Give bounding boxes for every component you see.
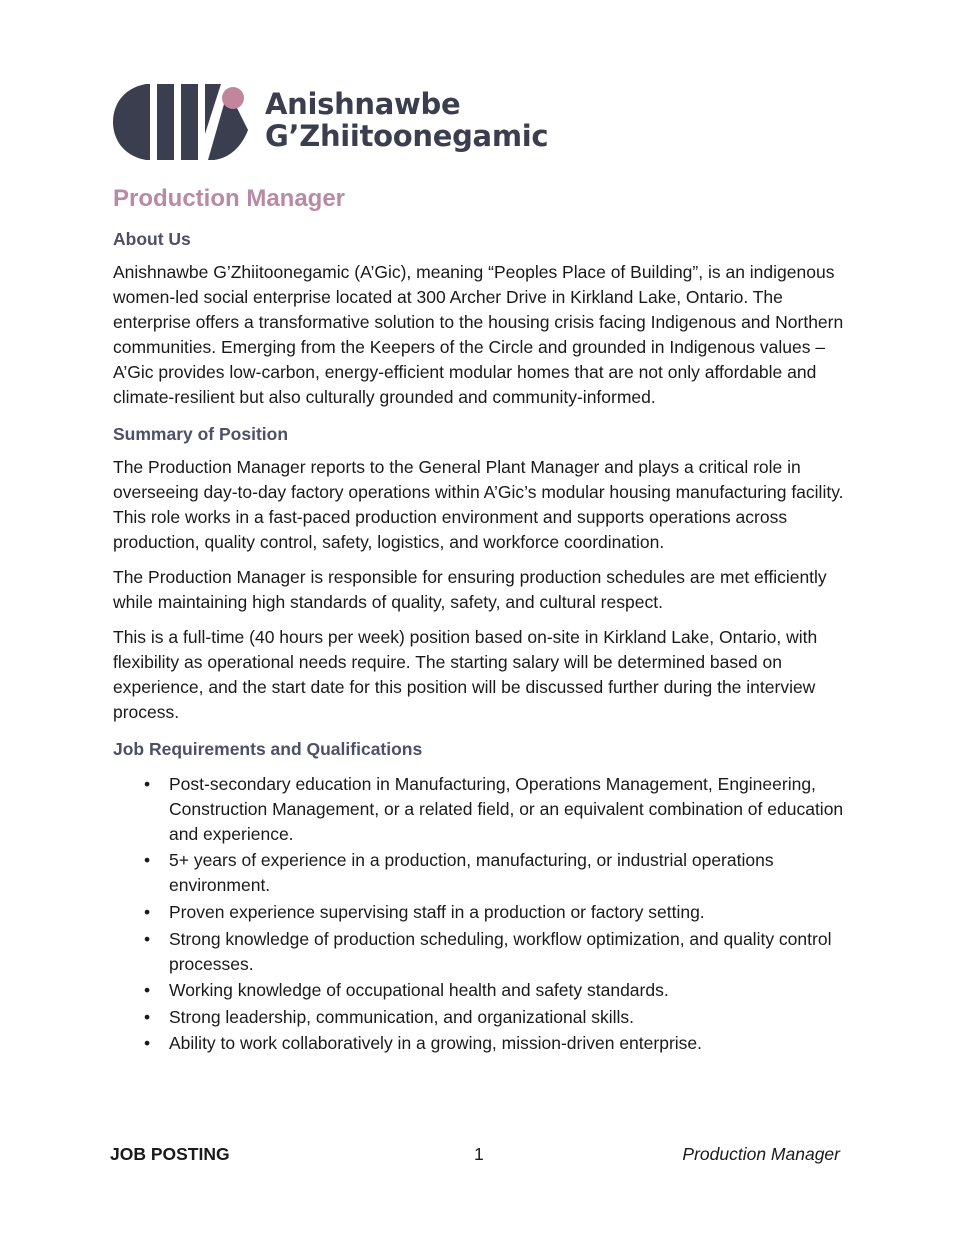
list-item-text: 5+ years of experience in a production, manufacturing, or industrial operations environment.: [169, 850, 774, 896]
about-paragraph: Anishnawbe G’Zhiitoonegamic (A’Gic), meaning “Peoples Place of Building”, is an indigenous women-led social enterprise located at 300 Archer Drive in Kirkland Lake, Ontario. The enterprise offers a transformative solution to the housing crisis facing Indigenous and Northern communities. Emerging from the Keepers of the Circle and grounded in Indigenous values – A’Gic provides low-carbon, energy-efficient modular homes that are not only affordable and climate-resilient but also culturally grounded and community-informed.: [113, 262, 844, 408]
logo-line-2: G’Zhiitoonegamic: [265, 119, 549, 153]
list-item: [144, 1005, 853, 1030]
bullet-icon: •: [144, 928, 151, 949]
requirements-heading: Job Requirements and Qualifications: [113, 738, 423, 759]
list-item: [144, 900, 853, 925]
list-item-text: Strong knowledge of production scheduling, workflow optimization, and quality control processes.: [169, 928, 832, 974]
list-item: [144, 1031, 853, 1056]
summary-paragraph: This is a full-time (40 hours per week) position based on-site in Kirkland Lake, Ontario, with flexibility as operational needs require. The starting salary will be determined based on experience, and the start date for this position will be discussed further during the interview process.: [113, 627, 818, 723]
list-item: [144, 848, 853, 898]
list-item: [144, 927, 853, 977]
list-item-text: Working knowledge of occupational health and safety standards.: [169, 980, 669, 1001]
summary-paragraph: The Production Manager is responsible for ensuring production schedules are met efficiently while maintaining high standards of quality, safety, and cultural respect.: [113, 566, 827, 613]
list-item: [144, 978, 853, 1003]
logo-line-1: Anishnawbe: [265, 87, 461, 121]
organization-logo: [110, 82, 549, 162]
page-title: Production Manager: [113, 185, 346, 212]
bullet-icon: •: [144, 1006, 151, 1027]
list-item-text: Strong leadership, communication, and organizational skills.: [169, 1006, 634, 1027]
footer-label: JOB POSTING: [110, 1144, 230, 1164]
summary-heading: Summary of Position: [113, 423, 289, 444]
bullet-icon: •: [144, 773, 151, 794]
logo-wordmark: [265, 88, 548, 152]
list-item-text: Proven experience supervising staff in a production or factory setting.: [169, 901, 705, 922]
bullet-icon: •: [144, 901, 151, 922]
bullet-icon: •: [144, 850, 151, 871]
page-footer: [110, 1142, 840, 1166]
logo-mark-icon: [110, 82, 260, 162]
bullet-icon: •: [144, 980, 151, 1001]
list-item-text: Ability to work collaboratively in a growing, mission-driven enterprise.: [169, 1033, 702, 1054]
list-item: [144, 772, 853, 847]
requirements-list: [113, 772, 853, 1057]
bullet-icon: •: [144, 1033, 151, 1054]
summary-paragraph: The Production Manager reports to the General Plant Manager and plays a critical role in overseeing day-to-day factory operations within A’Gic’s modular housing manufacturing facility. This role works in a fast-paced production environment and supports operations across production, quality control, safety, logistics, and workforce coordination.: [113, 456, 844, 552]
about-heading: About Us: [113, 229, 191, 249]
footer-title: Production Manager: [682, 1144, 840, 1164]
list-item-text: Post-secondary education in Manufacturing, Operations Management, Engineering, Construction Management, or a related field, or an equivalent combination of education and experience.: [169, 773, 844, 844]
document-body: [113, 182, 853, 1058]
page-number: 1: [474, 1144, 484, 1164]
